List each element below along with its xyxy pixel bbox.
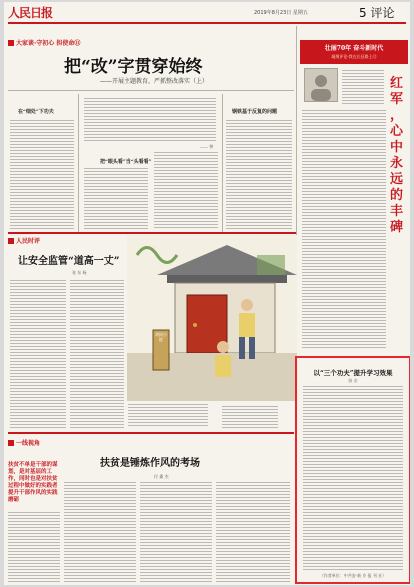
masthead-rule xyxy=(8,22,406,24)
section-rule xyxy=(8,232,296,234)
middle-byline: 张 东 杨 xyxy=(72,270,87,275)
highlight-body-text xyxy=(303,386,403,570)
feature-intro-text xyxy=(342,70,384,104)
lower-col4-text xyxy=(216,482,290,582)
feature-subtitle: 凝聚评论·我在长征路上⑫ xyxy=(331,54,377,59)
issue-date: 2019年8月23日 星期五 xyxy=(254,10,308,16)
section-tag-lower: 一线视角 xyxy=(8,438,40,447)
lower-headline: 扶贫是锤炼作风的考场 xyxy=(100,458,200,469)
top-intro-box xyxy=(84,98,216,142)
newspaper-logo: 人民日报 xyxy=(8,6,53,20)
highlighted-article xyxy=(295,356,410,584)
top-col3-title: 钢铁基于反复的问题 xyxy=(232,109,278,115)
section-tag-top: 大家谈·守初心 担使命⑪ xyxy=(8,38,80,47)
pull-quote xyxy=(8,462,58,506)
feature-body-text xyxy=(302,110,386,348)
cartoon-illustration xyxy=(127,235,297,401)
lower-byline: 付 桑 杰 xyxy=(154,474,169,479)
top-col2-text xyxy=(84,168,148,230)
highlight-footer: （作者单位：中共安·新 乡 报 刊 社） xyxy=(319,573,387,578)
section-rule xyxy=(8,432,294,434)
highlight-title: 以“三个功夫”提升学习效果 xyxy=(313,369,393,377)
feature-vertical-title: 红军，心中永远的丰碑 xyxy=(390,76,404,235)
top-col3-text xyxy=(226,120,292,230)
lower-col1-text xyxy=(8,512,60,582)
divider xyxy=(8,90,294,91)
divider xyxy=(78,94,79,232)
top-subhead: ——开展主题教育，严抓整改落实（上） xyxy=(100,78,209,85)
middle-headline: 让安全监管“道高一丈” xyxy=(18,256,120,267)
middle-col2-text xyxy=(70,280,124,428)
top-headline: 把“改”字贯穿始终 xyxy=(64,57,203,77)
cartoon-sign-text: 胡同小院 xyxy=(155,332,167,342)
portrait-image xyxy=(304,68,338,102)
feature-title: 壮丽70年 奋斗新时代 xyxy=(324,45,384,52)
highlight-byline: 骆 安 xyxy=(348,378,358,383)
page-number: 5 评论 xyxy=(359,6,395,20)
masthead xyxy=(4,2,410,22)
newspaper-page xyxy=(4,2,410,585)
top-col2-title: 把“眼头看”当“头看看” xyxy=(100,159,152,165)
top-col1-title: 在“细处”下功夫 xyxy=(18,109,54,115)
quote-attribution: —— 钟 xyxy=(200,144,214,149)
middle-col3-text xyxy=(128,404,208,428)
feature-banner xyxy=(300,40,408,64)
middle-col1-text xyxy=(10,280,66,428)
top-col2b-text xyxy=(154,152,218,230)
section-tag-middle: 人民时评 xyxy=(8,236,40,245)
divider xyxy=(222,94,223,232)
pull-quote-text: 扶贫不单是干部的谋划，是对基层的工作，同时也是对扶贫过程中做好的实践者提升干部作风的实践磨砺 xyxy=(8,462,58,503)
lower-col3-text xyxy=(140,482,212,582)
top-col1-text xyxy=(10,120,74,230)
cartoon-caption-text xyxy=(222,406,278,428)
lower-col2-text xyxy=(64,482,136,582)
